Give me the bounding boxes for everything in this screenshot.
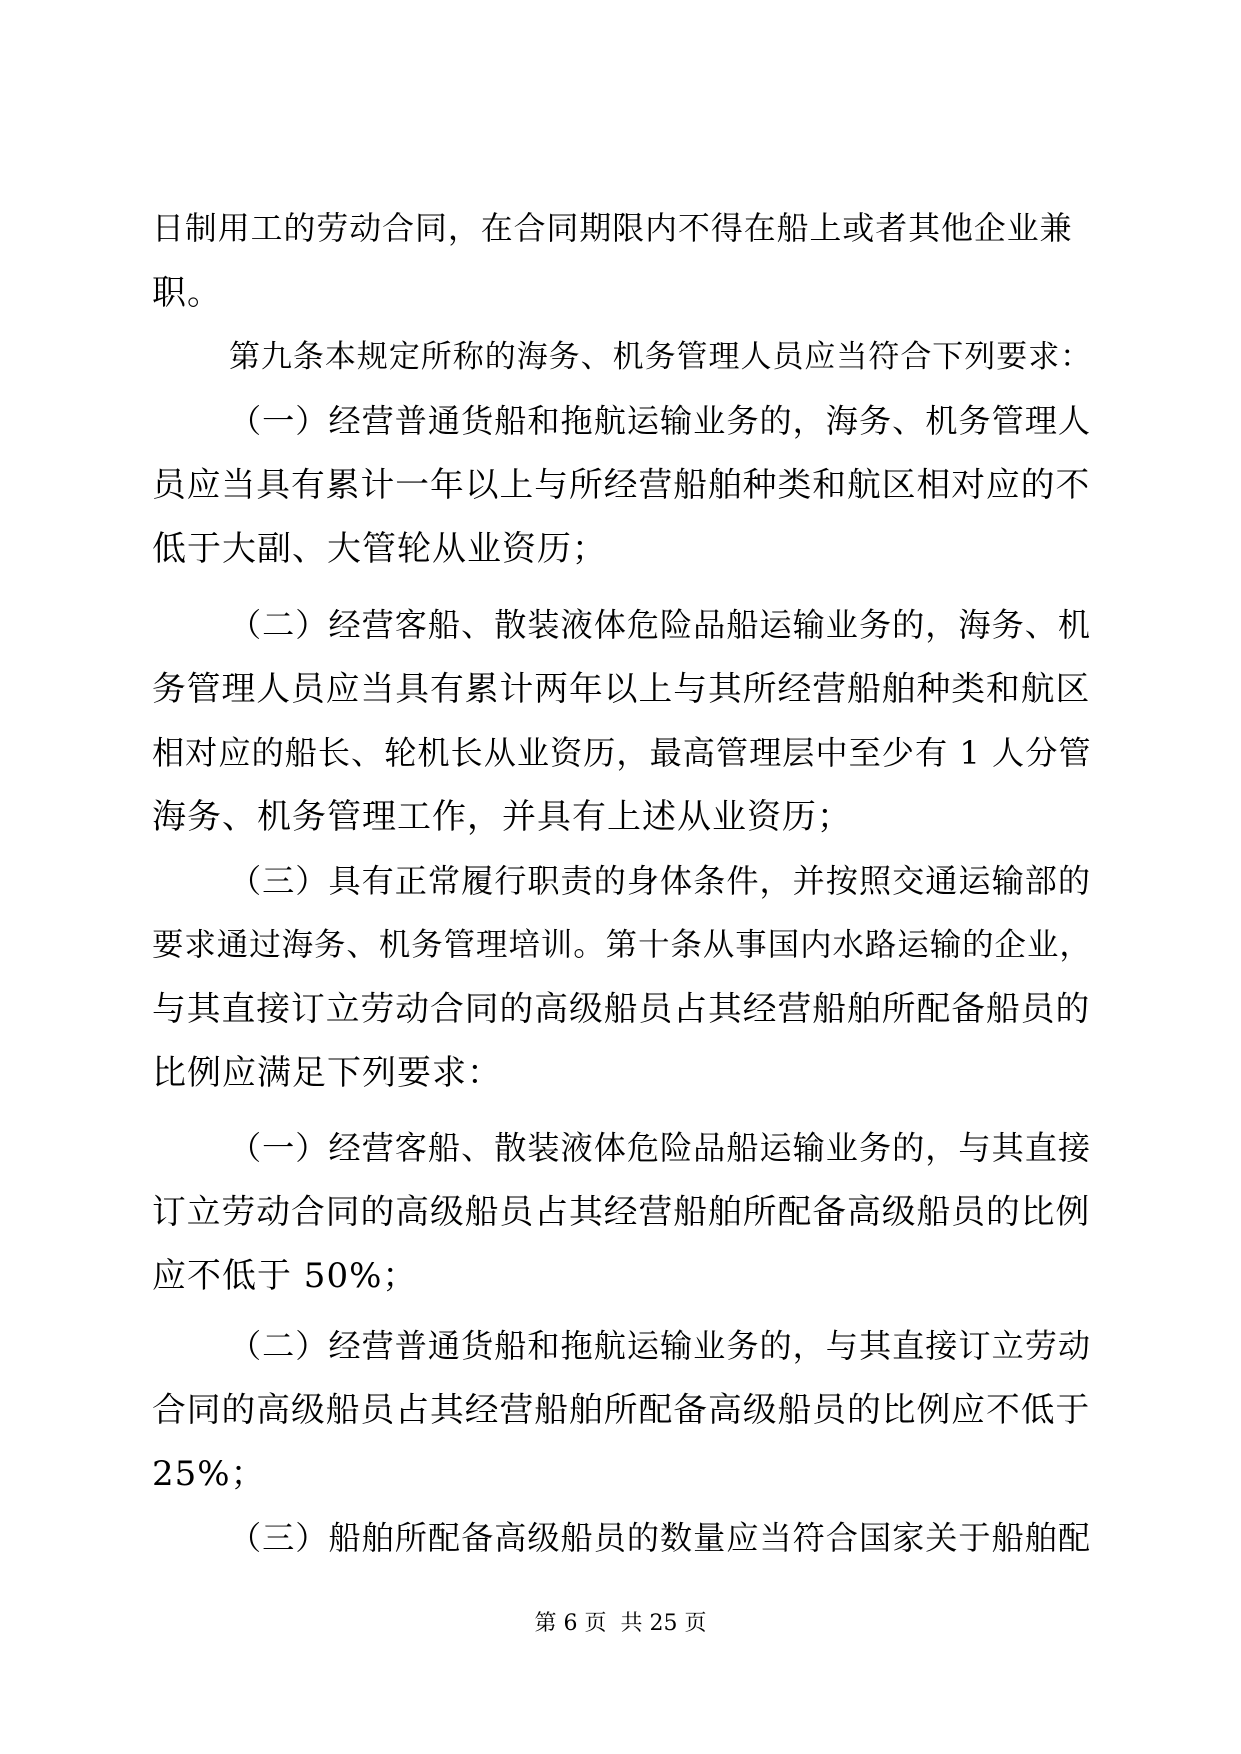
- text-line: 职。: [152, 273, 222, 313]
- text-line: 25%；: [152, 1454, 266, 1494]
- text-line: 低于大副、大管轮从业资历；: [152, 529, 607, 569]
- text-line: 与其直接订立劳动合同的高级船员占其经营船舶所配备船员的: [152, 989, 1091, 1028]
- page-number-footer: 第 6 页 共 25 页: [534, 1611, 707, 1636]
- text-line: （一）经营普通货船和拖航运输业务的，海务、机务管理人: [229, 402, 1092, 440]
- text-line: （二）经营客船、散装液体危险品船运输业务的，海务、机: [229, 606, 1092, 644]
- text-line: 要求通过海务、机务管理培训。第十条从事国内水路运输的企业，: [152, 927, 1092, 963]
- text-line: 第九条本规定所称的海务、机务管理人员应当符合下列要求：: [229, 339, 1093, 375]
- text-line: 海务、机务管理工作，并具有上述从业资历；: [152, 797, 852, 837]
- text-line: 日制用工的劳动合同，在合同期限内不得在船上或者其他企业兼: [152, 209, 1073, 247]
- text-line: 比例应满足下列要求：: [152, 1053, 502, 1093]
- text-line: 订立劳动合同的高级船员占其经营船舶所配备高级船员的比例: [152, 1192, 1091, 1231]
- text-line: 相对应的船长、轮机长从业资历，最高管理层中至少有 1 人分管: [152, 734, 1092, 772]
- text-line: 务管理人员应当具有累计两年以上与其所经营船舶种类和航区: [152, 669, 1091, 708]
- text-line: （三）船舶所配备高级船员的数量应当符合国家关于船舶配: [229, 1519, 1092, 1557]
- text-line: 员应当具有累计一年以上与所经营船舶种类和航区相对应的不: [152, 465, 1091, 504]
- text-line: （二）经营普通货船和拖航运输业务的，与其直接订立劳动: [229, 1327, 1092, 1365]
- text-line: 应不低于 50%；: [152, 1256, 418, 1296]
- text-line: （一）经营客船、散装液体危险品船运输业务的，与其直接: [229, 1129, 1092, 1167]
- text-line: 合同的高级船员占其经营船舶所配备高级船员的比例应不低于: [152, 1390, 1091, 1429]
- text-line: （三）具有正常履行职责的身体条件，并按照交通运输部的: [229, 862, 1092, 900]
